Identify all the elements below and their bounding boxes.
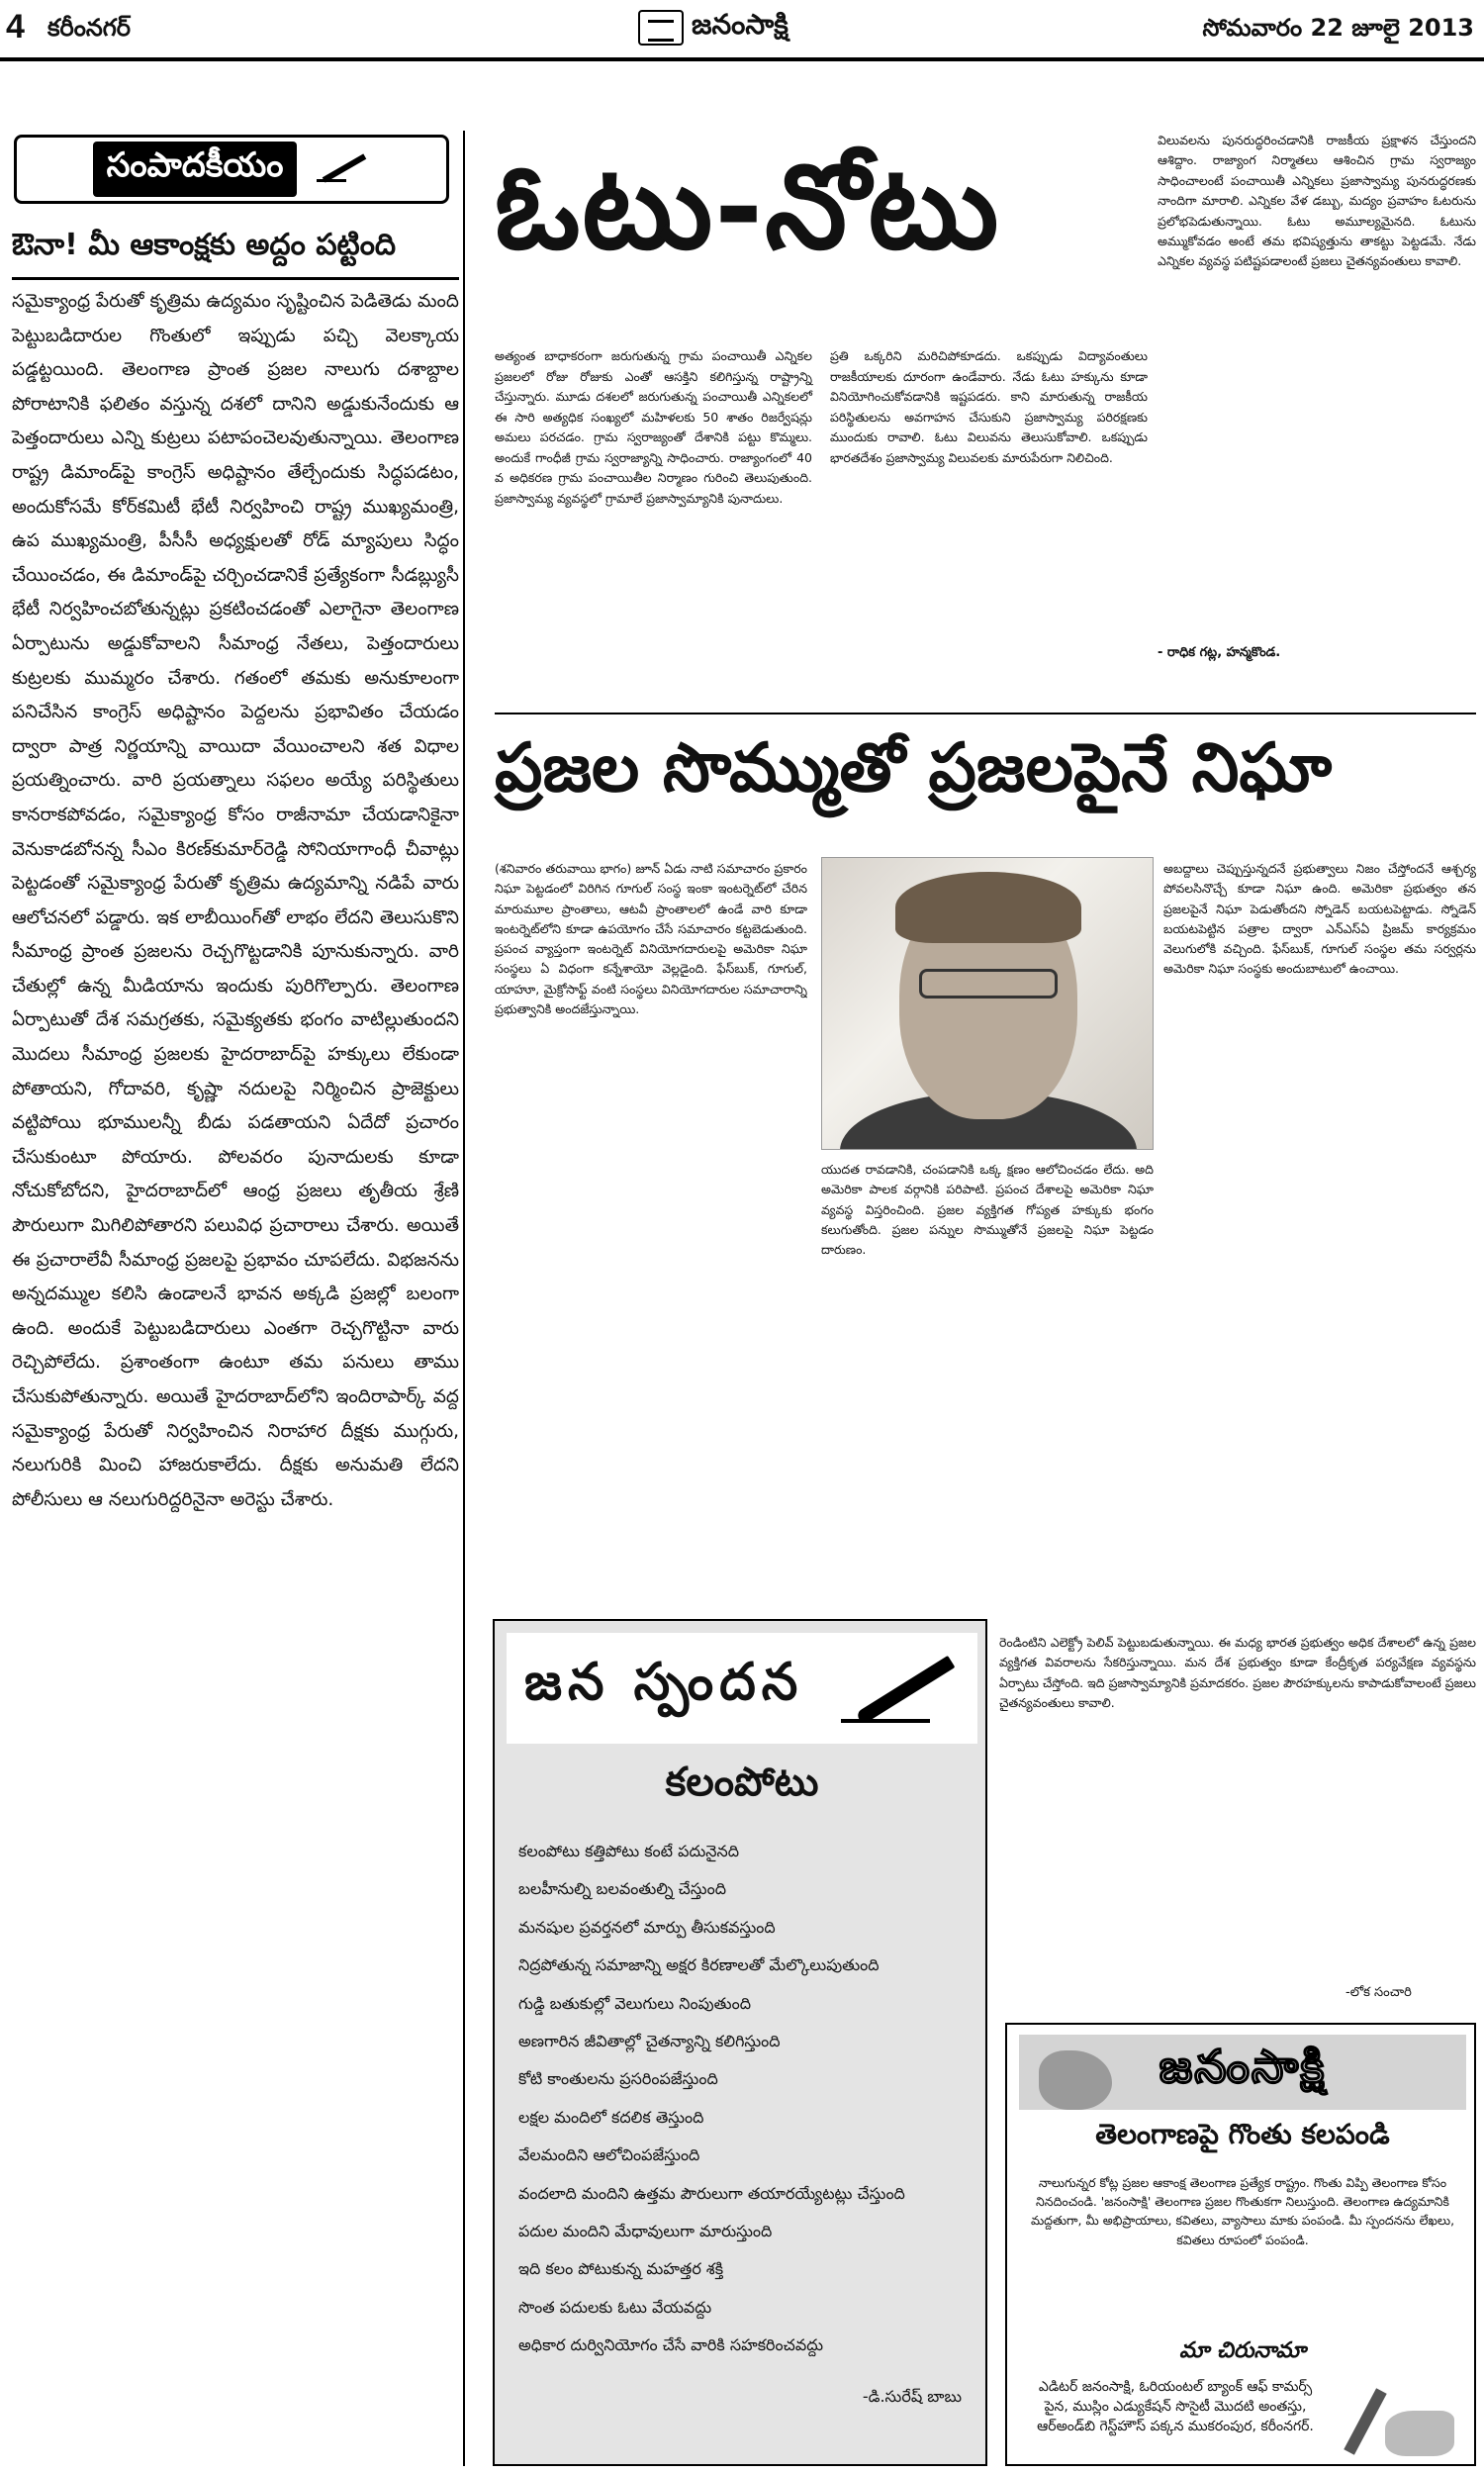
poem-line: కలంపోటు కత్తిపోటు కంటే పదునైనది	[518, 1842, 740, 1860]
ad-banner	[1019, 2035, 1466, 2110]
ad-greeting: మా చిరునామా	[1178, 2337, 1307, 2363]
ad-slogan: తెలంగాణపై గొంతు కలపండి	[1095, 2118, 1390, 2150]
news-photo	[821, 857, 1154, 1150]
spandana-header	[507, 1633, 977, 1744]
poem-line: ఇది కలం పోటుకున్న మహత్తర శక్తి	[518, 2259, 724, 2279]
issue-date: సోమవారం 22 జూలై 2013	[1202, 14, 1474, 42]
photo-glasses	[919, 969, 1058, 999]
story2-col1: (శనివారం తరువాయి భాగం) జూన్ ఏడు నాటి సమాచారం ప్రకారం నిఘా పెట్టడంలో విరిగిన గూగుల్ సంస్థ ఇంకా ఇంటర్నెట్‌లో చేరిన మారుమూల ప్రాంతాలు, ఆటవీ ప్రాంతాలలో ఉండే వారి కూడా ఇంటర్నెట్‌లోని కూడా ఉపయోగం చేసే సమాచారం కట్టబెడుతుంది. ప్రపంచ వ్యాప్తంగా ఇంటర్నెట్ వినియోగదారులపై అమెరికా నిఘా సంస్థలు ఏ విధంగా కన్నేశాయో వెల్లడైంది. ఫేస్‌బుక్, గూగుల్, యాహూ, మైక్రోసాఫ్ట్ వంటి సంస్థలు వినియోగదారుల సమాచారాన్ని ప్రభుత్వానికి అందజేస్తున్నాయి.	[495, 861, 807, 1017]
editorial-body: సమైక్యాంధ్ర పేరుతో కృత్రిమ ఉద్యమం సృష్టించిన పెడితెడు మంది పెట్టుబడిదారుల గొంతులో ఇప్పుడు పచ్చి వెలక్కాయ పడ్డట్టయింది. తెలంగాణ ప్రాంత ప్రజల నాలుగు దశాబ్దాల పోరాటానికి ఫలితం వస్తున్న దశలో దానిని అడ్డుకునేందుకు ఆ పెత్తందారులు ఎన్ని కుట్రలు పటాపంచెలవుతున్నాయి. తెలంగాణ రాష్ట్ర డిమాండ్‌పై కాంగ్రెస్ అధిష్టానం తేల్చేందుకు సిద్ధపడటం, అందుకోసమే కోర్‌కమిటీ భేటీ నిర్వహించి రాష్ట్ర ముఖ్యమంత్రి, ఉప ముఖ్యమంత్రి, పీసీసీ అధ్యక్షులతో రోడ్ మ్యాపులు సిద్ధం చేయించడం, ఈ డిమాండ్‌పై చర్చించడానికే ప్రత్యేకంగా సీడబ్ల్యుసీ భేటీ నిర్వహించబోతున్నట్లు ప్రకటించడంతో ఎలాగైనా తెలంగాణ ఏర్పాటును అడ్డుకోవాలని సీమాంధ్ర నేతలు, పెత్తందారులు కుట్రలకు ముమ్మరం చేశారు. గతంలో తమకు అనుకూలంగా పనిచేసిన కాంగ్రెస్ అధిష్టానం పెద్దలను ప్రభావితం చేయడం ద్వారా పాత్ర నిర్ణయాన్ని వాయిదా వేయించాలని శత విధాల ప్రయత్నించారు. వారి ప్రయత్నాలు సఫలం అయ్యే పరిస్థితులు కానరాకపోవడం, సమైక్యాంధ్ర కోసం రాజీనామా చేయడానికైనా వెనుకాడబోనన్న సీఎం కిరణ్‌కుమార్‌రెడ్డి సోనియాగాంధీ చీవాట్లు పెట్టడంతో సమైక్యాంధ్ర పేరుతో కృత్రిమ ఉద్యమాన్ని నడిపే వారు ఆలోచనలో పడ్డారు. ఇక లాబీయింగ్‌తో లాభం లేదని తెలుసుకొని సీమాంధ్ర ప్రాంత ప్రజలను రెచ్చగొట్టడానికి పూనుకున్నారు. వారి చేతుల్లో ఉన్న మీడియాను ఇందుకు పురిగొల్పారు. తెలంగాణ ఏర్పాటుతో దేశ సమగ్రతకు, సమైక్యతకు భంగం వాటిల్లుతుందని మొదలు సీమాంధ్ర ప్రజలకు హైదరాబాద్‌పై హక్కులు లేకుండా పోతాయని, గోదావరి, కృష్ణా నదులపై నిర్మించిన ప్రాజెక్టులు వట్టిపోయి భూములన్నీ బీడు పడతాయని ఏదేదో ప్రచారం చేసుకుంటూ పోయారు. పోలవరం పునాదులకు కూడా నోచుకోబోదని, హైదరాబాద్‌లో ఆంధ్ర ప్రజలు తృతీయ శ్రేణి పౌరులుగా మిగిలిపోతారని పలువిధ ప్రచారాలు చేశారు. అయితే ఈ ప్రచారాలేవీ సీమాంధ్ర ప్రజలపై ప్రభావం చూపలేదు. విభజనను అన్నదమ్ముల కలిసి ఉండాలనే భావన అక్కడి ప్రజల్లో బలంగా ఉంది. అందుకే పెట్టుబడిదారులు ఎంతగా రెచ్చగొట్టినా వారు రెచ్చిపోలేదు. ప్రశాంతంగా ఉంటూ తమ పనులు తాము చేసుకుపోతున్నారు. అయితే హైదరాబాద్‌లోని ఇందిరాపార్క్ వద్ద సమైక్యాంధ్ర పేరుతో నిర్వహించిన నిరాహార దీక్షకు ముగ్గురు, నలుగురికి మించి హాజరుకాలేదు. దీక్షకు అనుమతి లేదని పోలీసులు ఆ నలుగురిద్దరినైనా అరెస్టు చేశారు.	[12, 291, 459, 1510]
ad-address: ఎడిటర్ జనంసాక్షి, ఓరియంటల్ బ్యాంక్ ఆఫ్ కామర్స్ పైన, ముస్లిం ఎడ్యుకేషన్ సొసైటీ మొదటి అంతస్తు, ఆర్‌అండ్‌బి గెస్ట్‌హౌస్ పక్కన ముకరంపుర, కరీంనగర్.	[1037, 2379, 1314, 2434]
story2-col2: యుదత రావడానికి, చంపడానికి ఒక్క క్షణం ఆలోచించడం లేదు. అది అమెరికా పాలక వర్గానికి పరిపాటి. ప్రపంచ దేశాలపై అమెరికా నిఘా వ్యవస్థ విస్తరించింది. ప్రజల వ్యక్తిగత గోప్యత హక్కుకు భంగం కలుగుతోంది. ప్రజల పన్నుల సొమ్ముతోనే ప్రజలపై నిఘా పెట్టడం దారుణం.	[821, 1162, 1154, 1258]
story2-lower: రెండింటిని ఎలెక్ట్రో పెలివ్ పెట్టుబడుతున్నాయి. ఈ మధ్య భారత ప్రభుత్వం అధిక దేశాలలో ఉన్న ప్రజల వ్యక్తిగత వివరాలను సేకరిస్తున్నాయి. మన దేశ ప్రభుత్వం కూడా కేంద్రీకృత పర్యవేక్షణ వ్యవస్థను ఏర్పాటు చేస్తోంది. ఇది ప్రజాస్వామ్యానికి ప్రమాదకరం. ప్రజల పౌరహక్కులను కాపాడుకోవాలంటే ప్రజలు చైతన్యవంతులు కావాలి.	[999, 1635, 1476, 1710]
ad-brand: జనంసాక్షి	[1159, 2040, 1327, 2093]
writing-hand-icon	[1340, 2381, 1458, 2460]
poem-title: కలంపోటు	[665, 1760, 819, 1805]
pen-icon	[315, 149, 370, 189]
photo-hair	[895, 872, 1081, 943]
editorial-column	[8, 131, 465, 2466]
poem-line: మనషుల ప్రవర్తనలో మార్పు తీసుకవస్తుంది	[518, 1917, 776, 1937]
story1-col2: ప్రతి ఒక్కరిని మరిచిపోకూడదు. ఒకప్పుడు విద్యావంతులు రాజకీయాలకు దూరంగా ఉండేవారు. నేడు ఓటు హక్కును కూడా వినియోగించుకోవడానికి ఇష్టపడరు. కాని మారుతున్న రాజకీయ పరిస్థితులను అవగాహన చేసుకుని ప్రజాస్వామ్య పరిరక్షణకు ముందుకు రావాలి. ఓటు విలువను తెలుసుకోవాలి. ఒకప్పుడు భారతదేశం ప్రజాస్వామ్య విలువలకు మారుపేరుగా నిలిచింది.	[830, 348, 1148, 465]
story2-headline: ప్రజల సొమ్ముతో ప్రజలపైనే నిఘా	[495, 729, 1333, 808]
poem-line: వందలాది మందిని ఉత్తమ పౌరులుగా తయారయ్యేటట్లు చేస్తుంది	[518, 2183, 905, 2203]
editorial-headline: ఔనా! మీ ఆకాంక్షకు అద్దం పట్టింది	[12, 228, 459, 280]
poem-line: సొంత పదులకు ఓటు వేయవద్దు	[518, 2297, 712, 2317]
editorial-label: సంపాదకీయం	[93, 142, 298, 197]
story1-headline: ఓటు-నోటు	[495, 139, 1001, 275]
telangana-map-icon	[1039, 2050, 1112, 2110]
emblem-icon	[638, 10, 684, 46]
poem-line: కోటి కాంతులను ప్రసరింపజేస్తుంది	[518, 2069, 718, 2089]
story1-byline: - రాధిక గట్ల, హన్మకొండ.	[1158, 645, 1281, 660]
story2-signoff: -లోక సంచారి	[1345, 1985, 1412, 2000]
ad-body: నాలుగున్నర కోట్ల ప్రజల ఆకాంక్ష తెలంగాణ ప్రత్యేక రాష్ట్రం. గొంతు విప్పి తెలంగాణ కోసం నినదించండి. 'జనంసాక్షి' తెలంగాణ ప్రజల గొంతుకగా నిలుస్తుంది. తెలంగాణ ఉద్యమానికి మద్దతుగా, మీ అభిప్రాయాలు, కవితలు, వ్యాసాలు మాకు పంపండి. మీ స్పందనను లేఖలు, కవితలు రూపంలో పంపండి.	[1030, 2175, 1455, 2247]
page-number: 4	[6, 8, 25, 46]
quill-icon	[841, 1646, 960, 1731]
jana-spandana-box	[493, 1619, 987, 2466]
poem-line: లక్షల మందిలో కదలిక తెస్తుంది	[518, 2107, 704, 2127]
story1-right-column: విలువలను పునరుద్ధరించడానికి రాజకీయ ప్రక్షాళన చేస్తుందని ఆశిద్దాం. రాజ్యాంగ నిర్మాతలు ఆశించిన గ్రామ స్వరాజ్యం సాధించాలంటే పంచాయితీ ఎన్నికలు ప్రజాస్వామ్య పునరుద్ధరణకు నాందిగా మారాలి. ఎన్నికల వేళ డబ్బు, మద్యం ప్రవాహం ఓటరును ప్రలోభపెడుతున్నాయి. ఓటు అమూల్యమైనది. ఓటును అమ్ముకోవడం అంటే తమ భవిష్యత్తును తాకట్టు పెట్టడమే. నేడు ఎన్నికల వ్యవస్థ పటిష్టపడాలంటే ప్రజలు చైతన్యవంతులు కావాలి.	[1158, 133, 1476, 269]
poem-line: అధికార దుర్వినియోగం చేసే వారికి సహకరించవద్దు	[518, 2335, 824, 2355]
poem-line: అణగారిన జీవితాల్లో చైతన్యాన్ని కలిగిస్తుంది	[518, 2031, 781, 2050]
story1-body	[495, 346, 1148, 673]
poem-line: గుడ్డి బతుకుల్లో వెలుగులు నింపుతుంది	[518, 1993, 752, 2013]
poem-author: -డి.సురేష్ బాబు	[862, 2387, 962, 2406]
poem-line: పదుల మందిని మేధావులుగా మారుస్తుంది	[518, 2221, 773, 2240]
poem-line: బలహీనుల్ని బలవంతుల్ని చేస్తుంది	[518, 1879, 726, 1899]
story2-col3: అబద్దాలు చెప్పుస్తున్నదనే ప్రభుత్వాలు నిజం చేస్తోందనే ఆశ్చర్య పోవలసినొచ్చే కూడా నిఘా ఉంది. అమెరికా ప్రభుత్వం తన ప్రజలపైనే నిఘా పెడుతోందని స్నోడెన్ బయటపెట్టాడు. స్నోడెన్ బయటపెట్టిన పత్రాల ద్వారా ఎన్ఎస్ఏ ప్రిజమ్ కార్యక్రమం వెలుగులోకి వచ్చింది. ఫేస్‌బుక్, గూగుల్ సంస్థల తమ సర్వర్లను అమెరికా నిఘా సంస్థకు అందుబాటులో ఉంచాయి.	[1163, 861, 1476, 977]
spandana-title: జన స్పందన	[524, 1652, 804, 1712]
poem-line: వేలమందిని ఆలోచింపజేస్తుంది	[518, 2145, 700, 2165]
masthead	[638, 6, 788, 49]
poem-line: నిద్రపోతున్న సమాజాన్ని అక్షర కిరణాలతో మేల్కొలుపుతుంది	[518, 1955, 880, 1975]
section-divider	[495, 713, 1476, 714]
header-rule	[0, 57, 1484, 61]
masthead-title: జనంసాక్షి	[692, 8, 788, 41]
janamsakshi-ad	[1005, 2023, 1476, 2466]
section-name: కరీంనగర్	[47, 14, 131, 42]
poem-lines	[518, 1833, 974, 2364]
story1-col1: అత్యంత బాధాకరంగా జరుగుతున్న గ్రామ పంచాయితీ ఎన్నికల ప్రజలలో రోజు రోజుకు ఎంతో ఆసక్తిని కలిగిస్తున్న రాష్ట్రాన్ని చేస్తున్నారు. మూడు దశలలో జరుగుతున్న పంచాయితీ ఎన్నికలలో ఈ సారి అత్యధిక సంఖ్యలో మహిళలకు 50 శాతం రిజర్వేషన్లు అమలు పరచడం. గ్రామ స్వరాజ్యంతో దేశానికి పట్టు కొమ్మలు. అందుకే గాంధీజీ గ్రామ స్వరాజ్యాన్ని సాధించారు. రాజ్యాంగంలో 40 వ అధికరణ గ్రామ పంచాయితీల నిర్మాణం గురించి తెలుపుతుంది. ప్రజాస్వామ్య వ్యవస్థలో గ్రామాలే ప్రజాస్వామ్యానికి పునాదులు.	[495, 348, 812, 506]
editorial-label-box	[14, 135, 449, 204]
